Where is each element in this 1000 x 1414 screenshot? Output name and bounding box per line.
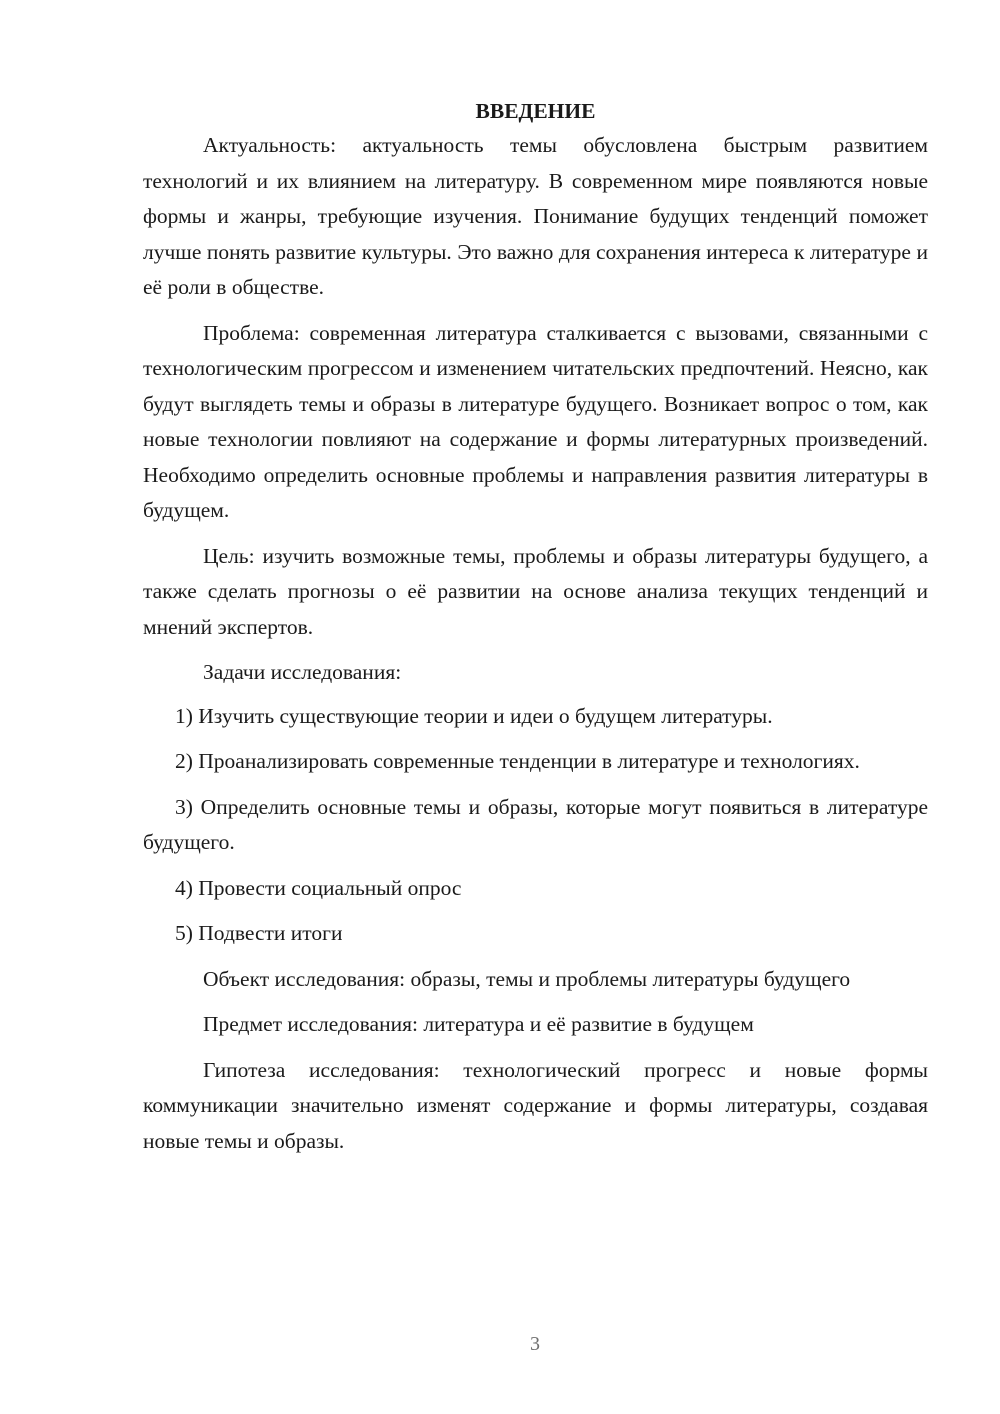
section-title: ВВЕДЕНИЕ: [475, 99, 596, 123]
goal-paragraph: Цель: изучить возможные темы, проблемы и образы литературы будущего, а также сделать прогнозы о её развитии на основе анализа текущих тенденций и мнений экспертов.: [143, 543, 928, 639]
subject-paragraph: Предмет исследования: литература и её развитие в будущем: [203, 1012, 754, 1036]
task-item: 2) Проанализировать современные тенденции в литературе и технологиях.: [175, 749, 860, 773]
hypothesis-paragraph: Гипотеза исследования: технологический прогресс и новые формы коммуникации значительно изменят содержание и формы литературы, создавая новые темы и образы.: [143, 1057, 928, 1153]
task-item: 1) Изучить существующие теории и идеи о будущем литературы.: [175, 703, 773, 728]
task-item: 4) Провести социальный опрос: [175, 875, 462, 900]
relevance-paragraph: Актуальность: актуальность темы обусловлена быстрым развитием технологий и их влиянием на литературу. В современном мире появляются новые формы и жанры, требующие изучения. Понимание будущих тенденций поможет лучше понять развитие культуры. Это важно для сохранения интереса к литературе и её роли в обществе.: [143, 133, 928, 299]
problem-paragraph: Проблема: современная литература сталкивается с вызовами, связанными с технологическим прогрессом и изменением читательских предпочтений. Неясно, как будут выглядеть темы и образы в литературе будущего. Возникает вопрос о том, как новые технологии повлияют на содержание и формы литературных произведений. Необходимо определить основные проблемы и направления развития литературы в будущем.: [143, 320, 928, 522]
tasks-list: [143, 699, 928, 952]
document-page: [143, 96, 928, 1169]
task-item: 5) Подвести итоги: [175, 921, 343, 945]
task-item: 3) Определить основные темы и образы, которые могут появиться в литературе будущего.: [143, 794, 928, 854]
tasks-heading: Задачи исследования:: [203, 660, 402, 684]
object-paragraph: Объект исследования: образы, темы и проблемы литературы будущего: [203, 966, 851, 991]
page-number: 3: [530, 1333, 540, 1355]
